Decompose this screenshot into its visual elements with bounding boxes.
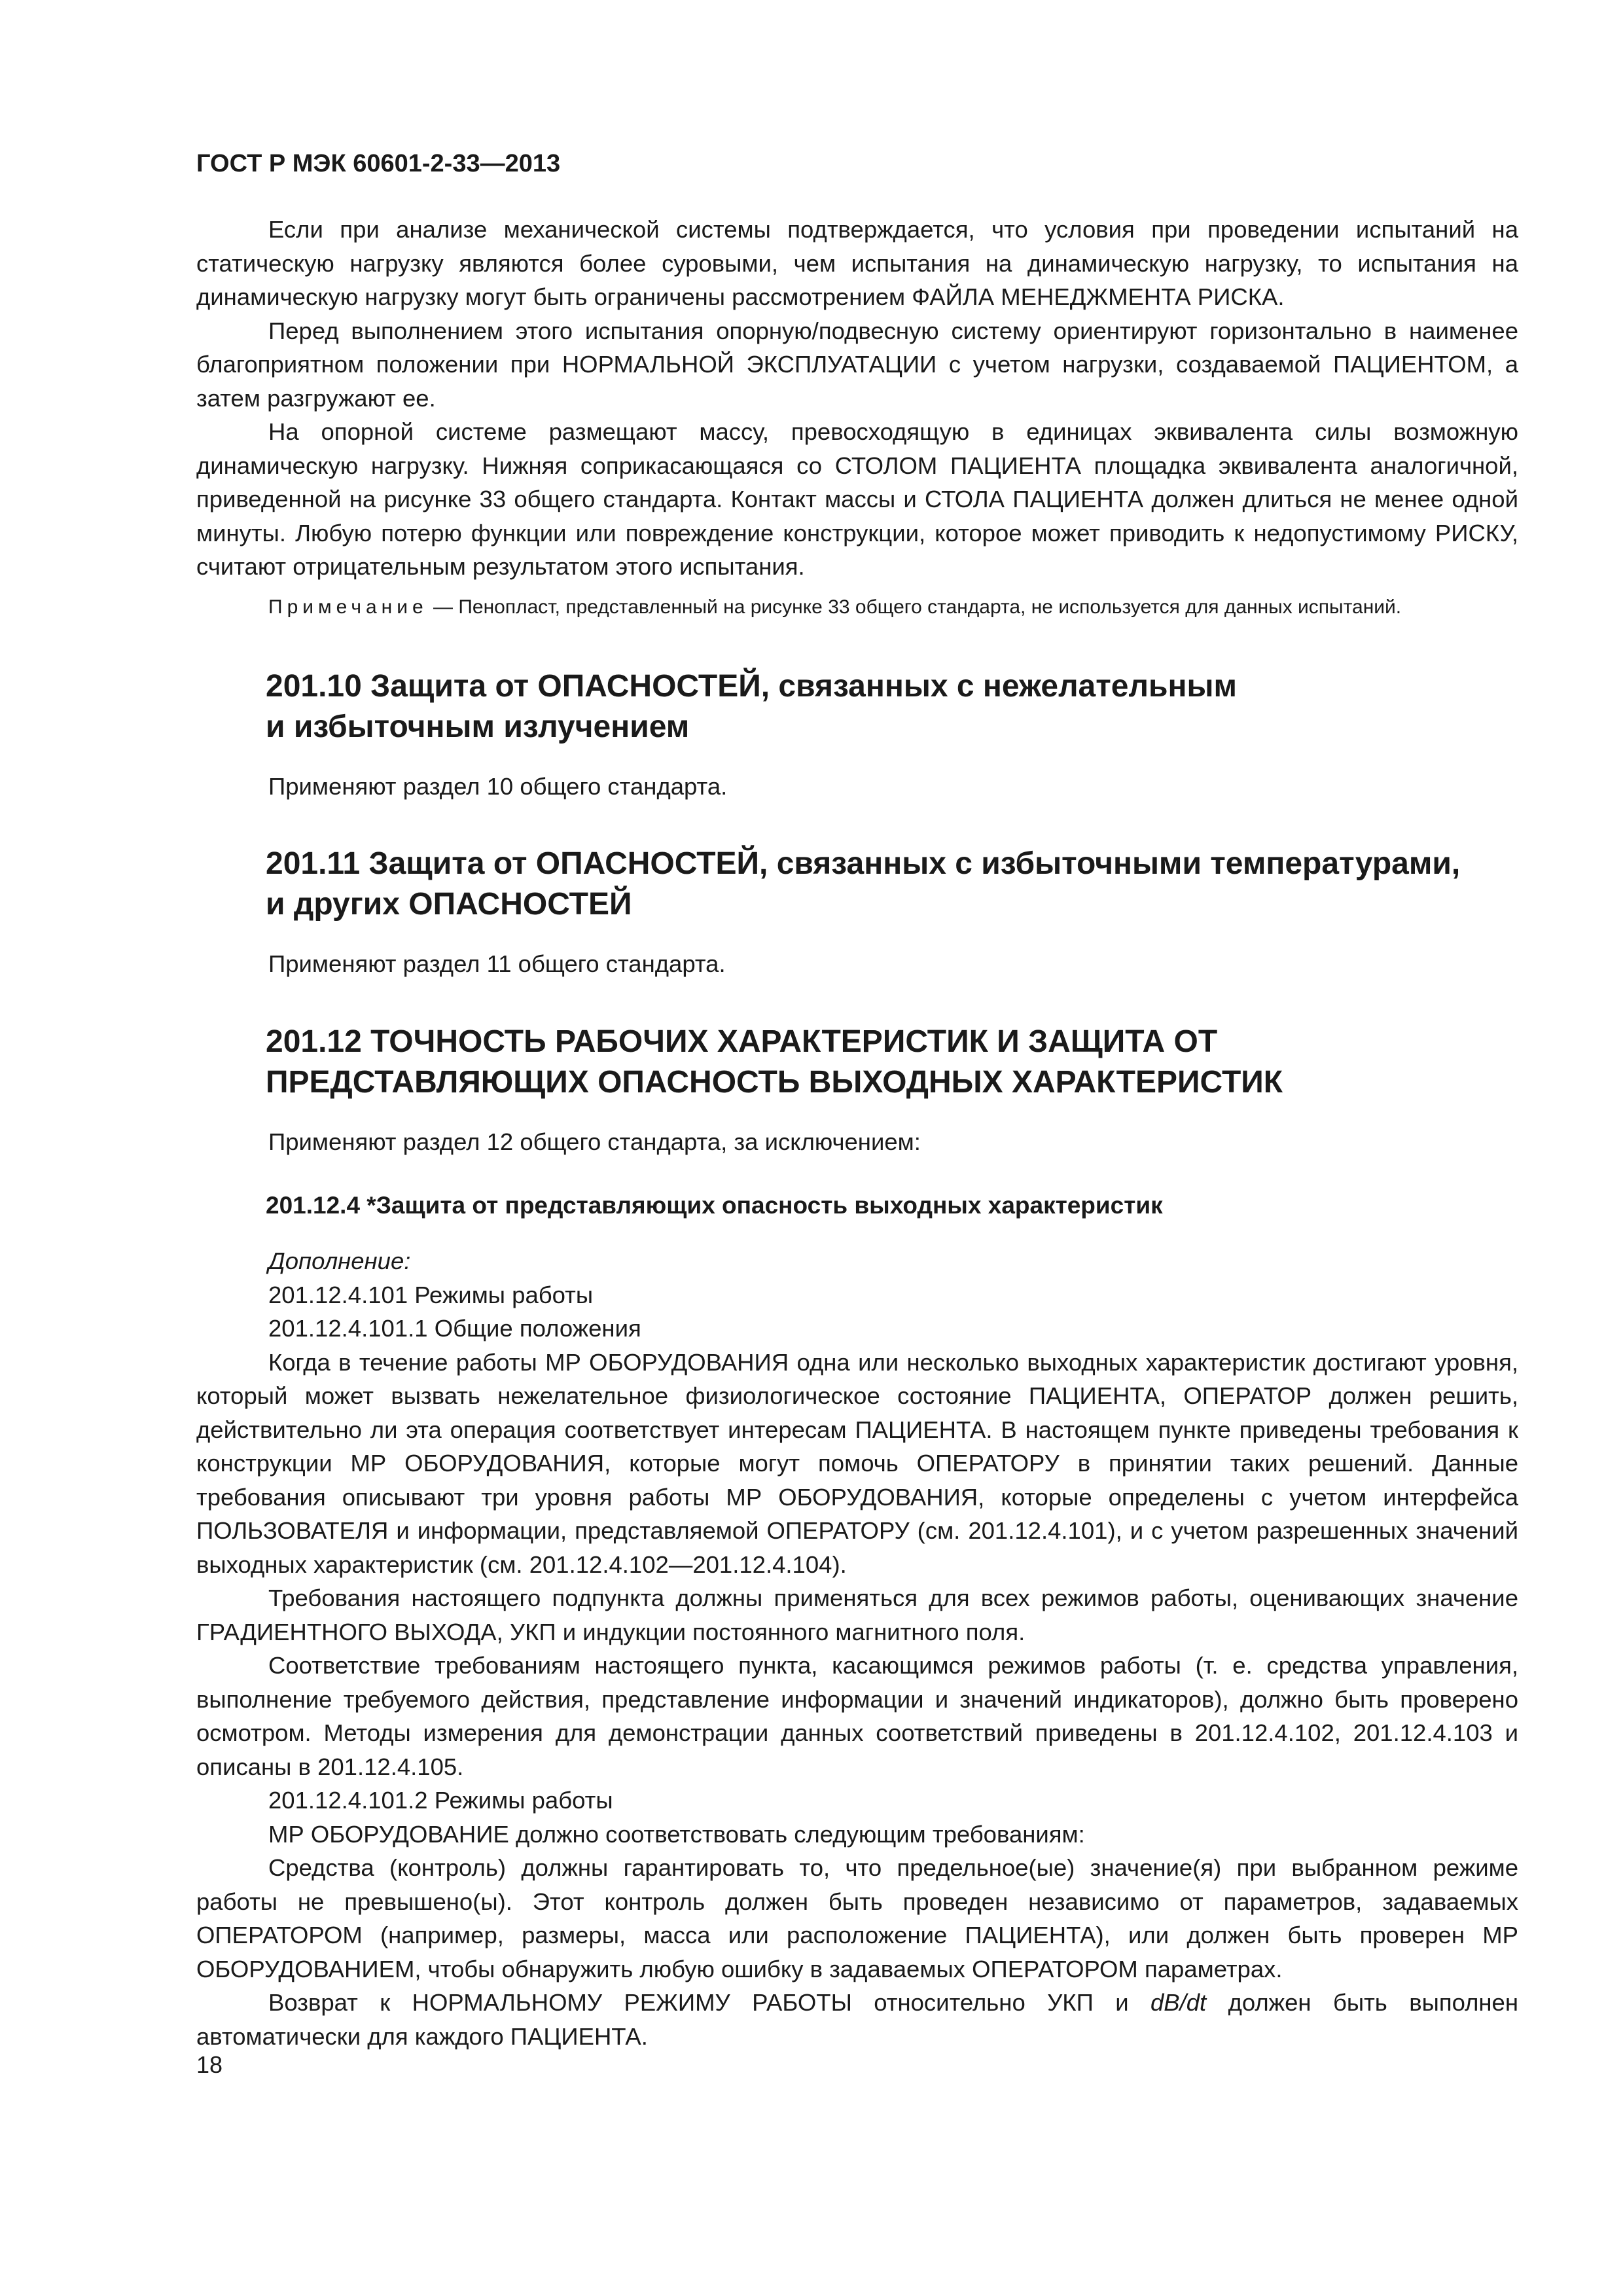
paragraph-compliance-check: Соответствие требованиям настоящего пункта, касающимся режимов работы (т. е. средства управления, выполнение требуемого действия, представление информации и значений индикаторов), должно быть проверено осмотром. Методы измерения для демонстрации данных соответствий приведены в 201.12.4.102, 201.12.4.103 и описаны в 201.12.4.105. (196, 1652, 1518, 1780)
paragraph-equipment-requirements: МР ОБОРУДОВАНИЕ должно соответствовать следующим требованиям: (268, 1820, 1085, 1848)
section-heading-line: 201.11 Защита от ОПАСНОСТЕЙ, связанных с избыточными температурами, (266, 846, 1461, 881)
paragraph-mass-test: На опорной системе размещают массу, превосходящую в единицах эквивалента силы возможную динамическую нагрузку. Нижняя соприкасающаяся со СТОЛОМ ПАЦИЕНТА площадка эквивалента аналогичной, приведенной на рисунке 33 общего стандарта. Контакт массы и СТОЛА ПАЦИЕНТА должен длиться не менее одной минуты. Любую потерю функции или повреждение конструкции, которое может приводить к недопустимому РИСКУ, считают отрицательным результатом этого испытания. (196, 418, 1518, 580)
paragraph-control-means: Средства (контроль) должны гарантировать то, что предельное(ые) значение(я) при выбранном режиме работы не превышено(ы). Этот контроль должен быть проведен независимо от параметров, задаваемых ОПЕРАТОРОМ (например, размеры, масса или расположение ПАЦИЕНТА), или должен быть проверен МР ОБОРУДОВАНИЕМ, чтобы обнаружить любую ошибку в задаваемых ОПЕРАТОРОМ параметрах. (196, 1854, 1518, 1982)
note-text: — Пенопласт, представленный на рисунке 33 общего стандарта, не используется для данных испытаний. (427, 596, 1402, 618)
paragraph-requirements-scope: Требования настоящего подпункта должны применяться для всех режимов работы, оценивающих значение ГРАДИЕНТНОГО ВЫХОДА, УКП и индукции постоянного магнитного поля. (196, 1585, 1518, 1645)
section-heading-201-11 (196, 844, 1518, 925)
section-heading-201-12 (196, 1022, 1518, 1103)
document-code-header: ГОСТ Р МЭК 60601-2-33—2013 (196, 150, 561, 177)
page-number: 18 (196, 2051, 223, 2078)
section-10-body: Применяют раздел 10 общего стандарта. (268, 772, 728, 800)
section-heading-line: и других ОПАСНОСТЕЙ (266, 887, 632, 922)
subsection-heading-201-12-4: 201.12.4 *Защита от представляющих опасность выходных характеристик (266, 1192, 1163, 1219)
section-heading-line: и избыточным излучением (266, 709, 690, 744)
paragraph-text: должен быть выполнен автоматически для каждого ПАЦИЕНТА. (196, 1989, 1518, 2050)
item-201-12-4-101-1: 201.12.4.101.1 Общие положения (268, 1315, 641, 1342)
item-201-12-4-101-2: 201.12.4.101.2 Режимы работы (268, 1787, 613, 1814)
section-heading-201-10 (196, 666, 1518, 747)
paragraph-text: Возврат к НОРМАЛЬНОМУ РЕЖИМУ РАБОТЫ относительно УКП и (268, 1989, 1150, 2016)
addition-label: Дополнение: (268, 1247, 411, 1274)
dbdt-symbol: dB/dt (1150, 1989, 1207, 2016)
section-heading-line: 201.10 Защита от ОПАСНОСТЕЙ, связанных с нежелательным (266, 668, 1237, 704)
section-heading-line: ПРЕДСТАВЛЯЮЩИХ ОПАСНОСТЬ ВЫХОДНЫХ ХАРАКТЕРИСТИК (266, 1064, 1283, 1100)
section-12-body: Применяют раздел 12 общего стандарта, за исключением: (268, 1128, 921, 1155)
paragraph-static-load: Если при анализе механической системы подтверждается, что условия при проведении испытаний на статическую нагрузку являются более суровыми, чем испытания на динамическую нагрузку, то испытания на динамическую нагрузку могут быть ограничены рассмотрением ФАЙЛА МЕНЕДЖМЕНТА РИСКА. (196, 216, 1518, 310)
section-heading-line: 201.12 ТОЧНОСТЬ РАБОЧИХ ХАРАКТЕРИСТИК И ЗАЩИТА ОТ (266, 1024, 1218, 1059)
note-label: Примечание (268, 596, 428, 618)
page-content (196, 147, 1518, 2053)
paragraph-operating-levels: Когда в течение работы МР ОБОРУДОВАНИЯ одна или несколько выходных характеристик достигают уровня, который может вызвать нежелательное физиологическое состояние ПАЦИЕНТА, ОПЕРАТОР должен решить, действительно ли эта операция соответствует интересам ПАЦИЕНТА. В настоящем пункте приведены требования к конструкции МР ОБОРУДОВАНИЯ, которые могут помочь ОПЕРАТОРУ в принятии таких решений. Данные требования описывают три уровня работы МР ОБОРУДОВАНИЯ, которые определены с учетом интерфейса ПОЛЬЗОВАТЕЛЯ и информации, представляемой ОПЕРАТОРУ (см. 201.12.4.101), и с учетом разрешенных значений выходных характеристик (см. 201.12.4.102—201.12.4.104). (196, 1348, 1518, 1578)
item-201-12-4-101: 201.12.4.101 Режимы работы (268, 1281, 594, 1308)
note (196, 594, 1518, 620)
paragraph-return-normal-mode (196, 1986, 1518, 2053)
paragraph-orientation: Перед выполнением этого испытания опорную/подвесную систему ориентируют горизонтально в наименее благоприятном положении при НОРМАЛЬНОЙ ЭКСПЛУАТАЦИИ с учетом нагрузки, создаваемой ПАЦИЕНТОМ, а затем разгружают ее. (196, 317, 1518, 412)
section-11-body: Применяют раздел 11 общего стандарта. (268, 950, 726, 977)
